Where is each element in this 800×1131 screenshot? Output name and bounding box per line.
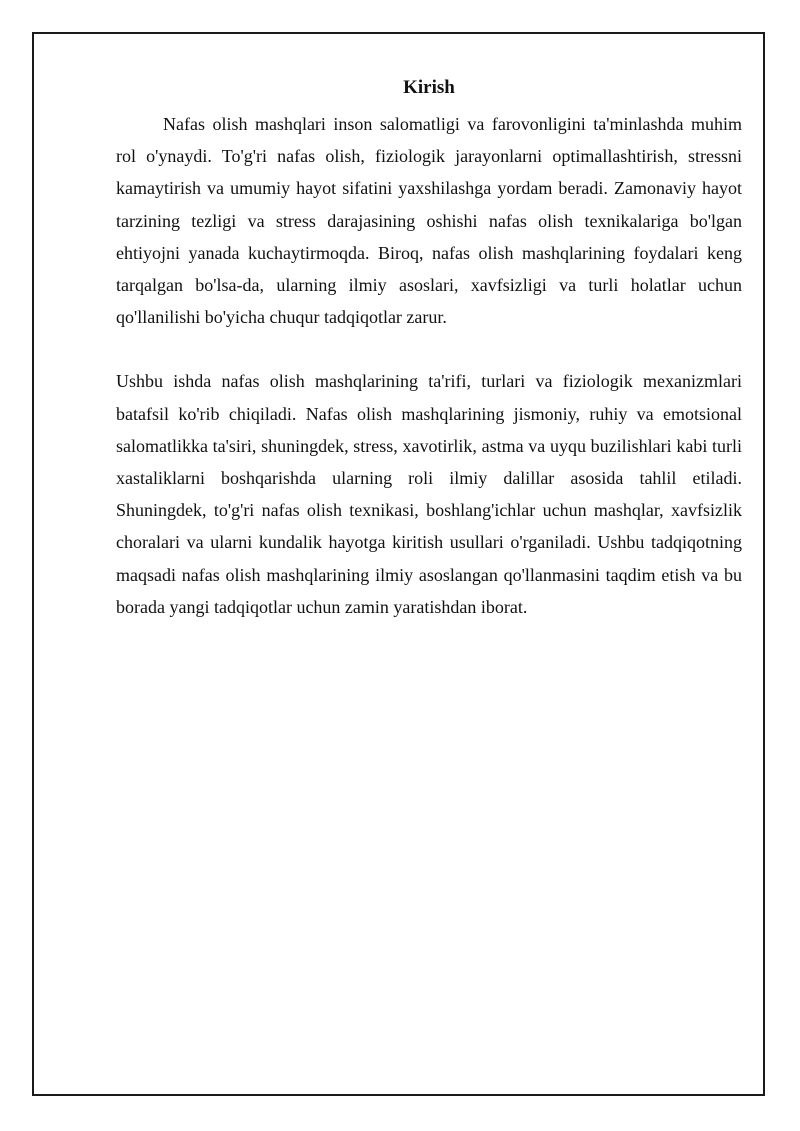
- paragraph-intro: Nafas olish mashqlari inson salomatligi va farovonligini ta'minlashda muhim rol o'ynaydi. To'g'ri nafas olish, fiziologik jarayonlarni optimallashtirish, stressni kamaytirish va umumiy hayot sifatini yaxshilashga yordam beradi. Zamonaviy hayot tarzining tezligi va stress darajasining oshishi nafas olish texnikalariga bo'lgan ehtiyojni yanada kuchaytirmoqda. Biroq, nafas olish mashqlarining foydalari keng tarqalgan bo'lsa-da, ularning ilmiy asoslari, xavfsizligi va turli holatlar uchun qo'llanilishi bo'yicha chuqur tadqiqotlar zarur.: [116, 114, 742, 328]
- section-title: Kirish: [403, 77, 455, 98]
- document-body: [116, 74, 742, 623]
- paragraph-scope: Ushbu ishda nafas olish mashqlarining ta'rifi, turlari va fiziologik mexanizmlari batafsil ko'rib chiqiladi. Nafas olish mashqlarining jismoniy, ruhiy va emotsional salomatlikka ta'siri, shuningdek, stress, xavotirlik, astma va uyqu buzilishlari kabi turli xastaliklarni boshqarishda ularning roli ilmiy dalillar asosida tahlil etiladi. Shuningdek, to'g'ri nafas olish texnikasi, boshlang'ichlar uchun mashqlar, xavfsizlik choralari va ularni kundalik hayotga kiritish usullari o'rganiladi. Ushbu tadqiqotning maqsadi nafas olish mashqlarining ilmiy asoslangan qo'llanmasini taqdim etish va bu borada yangi tadqiqotlar uchun zamin yaratishdan iborat.: [116, 371, 742, 617]
- paragraph-spacer: [116, 333, 742, 365]
